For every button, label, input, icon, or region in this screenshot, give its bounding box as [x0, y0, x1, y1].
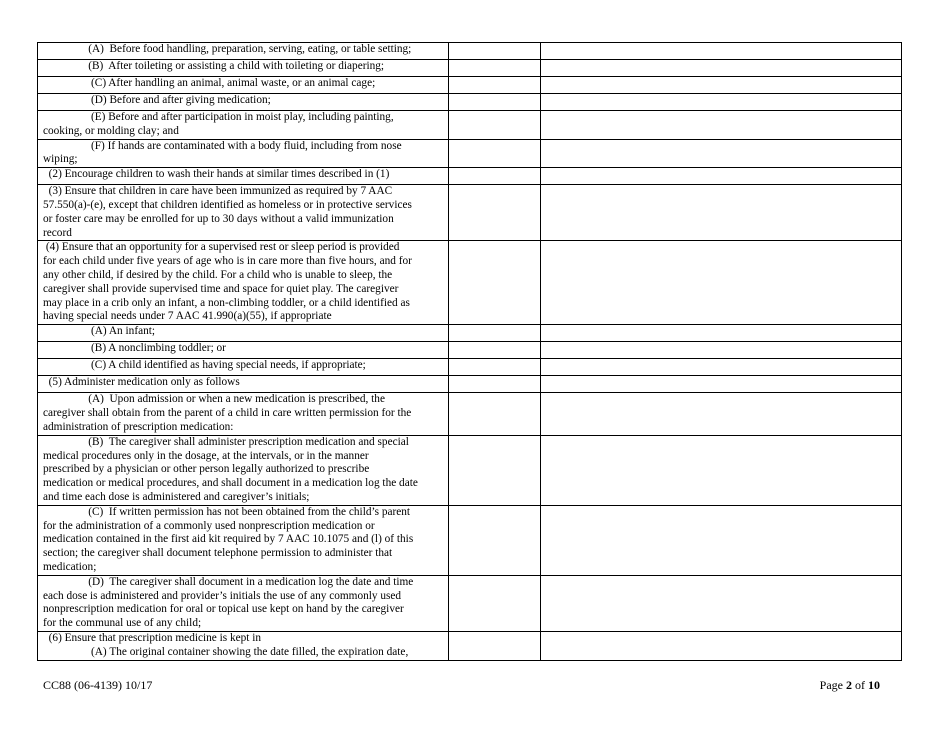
- status-cell[interactable]: [449, 43, 541, 60]
- form-number: CC88 (06-4139) 10/17: [43, 678, 153, 692]
- checklist-row: [38, 376, 902, 393]
- comments-cell[interactable]: [541, 359, 902, 376]
- requirement-text: (2) Encourage children to wash their hands at similar times described in (1): [38, 168, 449, 185]
- status-cell[interactable]: [449, 393, 541, 435]
- comments-cell[interactable]: [541, 325, 902, 342]
- status-cell[interactable]: [449, 505, 541, 575]
- requirement-text: (A) An infant;: [38, 325, 449, 342]
- requirement-text: (4) Ensure that an opportunity for a supervised rest or sleep period is provided for each child under five years of age who is in care more than five hours, and for any other child, if desired by the child. For a child who is unable to sleep, the caregiver shall provide supervised time and space for quiet play. The caregiver may place in a crib only an infant, a non-climbing toddler, or a child identified as having special needs under 7 AAC 41.990(a)(55), if appropriate: [38, 241, 449, 325]
- status-cell[interactable]: [449, 241, 541, 325]
- checklist-row: [38, 505, 902, 575]
- checklist-row: [38, 631, 902, 660]
- requirement-text: (A) Upon admission or when a new medication is prescribed, the caregiver shall obtain from the parent of a child in care written permission for the administration of prescription medication:: [38, 393, 449, 435]
- comments-cell[interactable]: [541, 505, 902, 575]
- checklist-row: [38, 139, 902, 168]
- status-cell[interactable]: [449, 435, 541, 505]
- checklist-row: [38, 342, 902, 359]
- requirement-text: (F) If hands are contaminated with a body fluid, including from nose wiping;: [38, 139, 449, 168]
- requirement-text: (B) After toileting or assisting a child with toileting or diapering;: [38, 60, 449, 77]
- compliance-checklist-table: [37, 42, 902, 661]
- comments-cell[interactable]: [541, 94, 902, 111]
- checklist-row: [38, 43, 902, 60]
- checklist-row: [38, 111, 902, 140]
- comments-cell[interactable]: [541, 376, 902, 393]
- requirement-text: (D) Before and after giving medication;: [38, 94, 449, 111]
- requirement-text: (3) Ensure that children in care have been immunized as required by 7 AAC 57.550(a)-(e), except that children identified as homeless or in protective services or foster care may be enrolled for up to 30 days without a valid immunization record: [38, 185, 449, 241]
- status-cell[interactable]: [449, 359, 541, 376]
- status-cell[interactable]: [449, 631, 541, 660]
- page-prefix: Page: [819, 678, 843, 692]
- status-cell[interactable]: [449, 94, 541, 111]
- comments-cell[interactable]: [541, 60, 902, 77]
- checklist-row: [38, 60, 902, 77]
- requirement-text: (5) Administer medication only as follows: [38, 376, 449, 393]
- requirement-text: (A) Before food handling, preparation, serving, eating, or table setting;: [38, 43, 449, 60]
- comments-cell[interactable]: [541, 43, 902, 60]
- comments-cell[interactable]: [541, 77, 902, 94]
- page-total: 10: [868, 678, 880, 692]
- checklist-row: [38, 393, 902, 435]
- status-cell[interactable]: [449, 185, 541, 241]
- checklist-row: [38, 241, 902, 325]
- status-cell[interactable]: [449, 111, 541, 140]
- requirement-text: (E) Before and after participation in moist play, including painting, cooking, or molding clay; and: [38, 111, 449, 140]
- checklist-row: [38, 435, 902, 505]
- requirement-text: (B) The caregiver shall administer prescription medication and special medical procedures only in the dosage, at the intervals, or in the manner prescribed by a physician or other person legally authorized to prescribe medication or medical procedures, and shall document in a medication log the date and time each dose is administered and caregiver’s initials;: [38, 435, 449, 505]
- status-cell[interactable]: [449, 77, 541, 94]
- comments-cell[interactable]: [541, 342, 902, 359]
- requirement-text: (D) The caregiver shall document in a medication log the date and time each dose is administered and provider’s initials the use of any commonly used nonprescription medication for oral or topical use kept on hand by the caregiver for the communal use of any child;: [38, 575, 449, 631]
- comments-cell[interactable]: [541, 139, 902, 168]
- status-cell[interactable]: [449, 139, 541, 168]
- comments-cell[interactable]: [541, 631, 902, 660]
- comments-cell[interactable]: [541, 393, 902, 435]
- comments-cell[interactable]: [541, 241, 902, 325]
- status-cell[interactable]: [449, 376, 541, 393]
- checklist-row: [38, 575, 902, 631]
- page-of: of: [855, 678, 865, 692]
- comments-cell[interactable]: [541, 575, 902, 631]
- requirement-text: (C) After handling an animal, animal waste, or an animal cage;: [38, 77, 449, 94]
- comments-cell[interactable]: [541, 435, 902, 505]
- comments-cell[interactable]: [541, 185, 902, 241]
- status-cell[interactable]: [449, 168, 541, 185]
- checklist-row: [38, 325, 902, 342]
- checklist-row: [38, 359, 902, 376]
- requirement-text: (6) Ensure that prescription medicine is kept in (A) The original container showing the date filled, the expiration date,: [38, 631, 449, 660]
- checklist-body: [38, 43, 902, 661]
- status-cell[interactable]: [449, 342, 541, 359]
- checklist-row: [38, 77, 902, 94]
- checklist-row: [38, 185, 902, 241]
- comments-cell[interactable]: [541, 111, 902, 140]
- requirement-text: (C) If written permission has not been obtained from the child’s parent for the administration of a commonly used nonprescription medication or medication contained in the first aid kit required by 7 AAC 10.1075 and (l) of this section; the caregiver shall document telephone permission to administer that medication;: [38, 505, 449, 575]
- status-cell[interactable]: [449, 60, 541, 77]
- comments-cell[interactable]: [541, 168, 902, 185]
- checklist-row: [38, 94, 902, 111]
- page-current: 2: [846, 678, 852, 692]
- status-cell[interactable]: [449, 325, 541, 342]
- checklist-row: [38, 168, 902, 185]
- requirement-text: (C) A child identified as having special needs, if appropriate;: [38, 359, 449, 376]
- requirement-text: (B) A nonclimbing toddler; or: [38, 342, 449, 359]
- status-cell[interactable]: [449, 575, 541, 631]
- page-number: [820, 678, 880, 693]
